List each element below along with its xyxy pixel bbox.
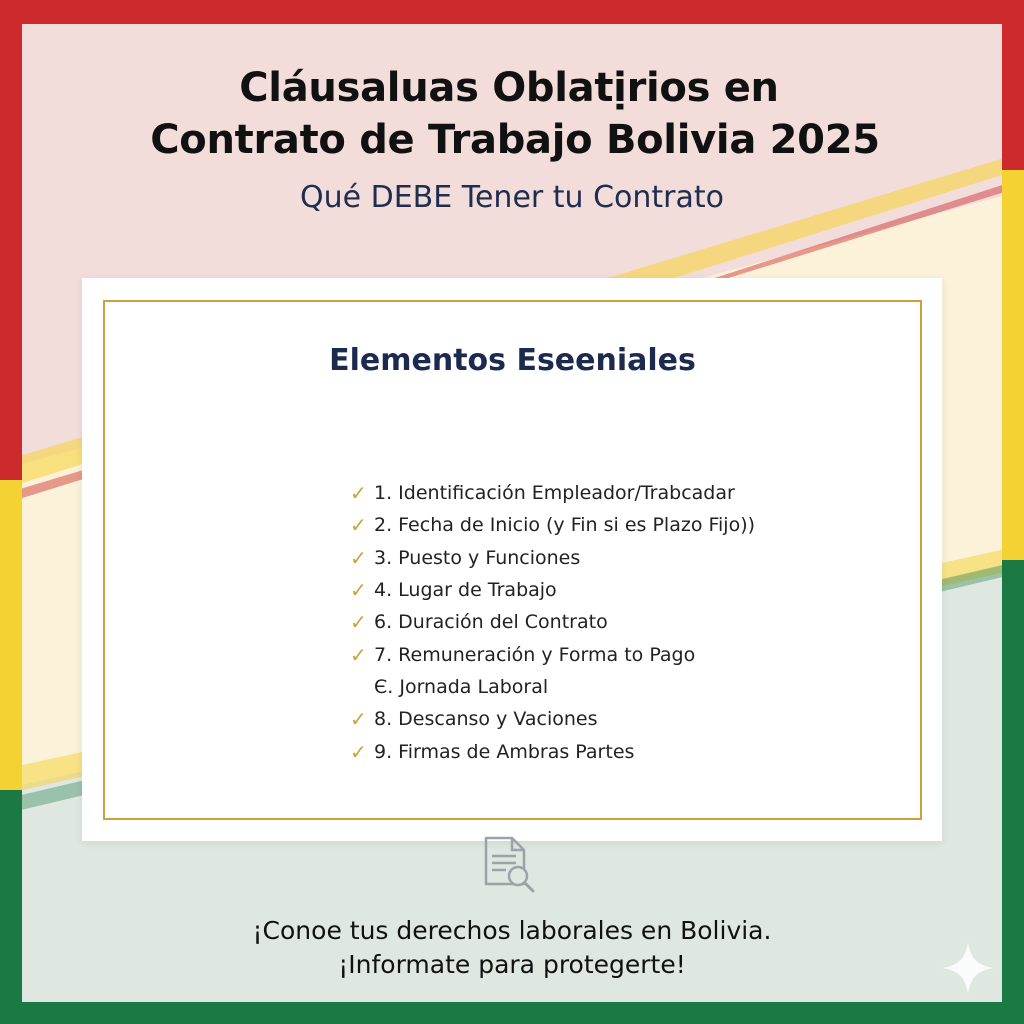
document-search-icon <box>482 836 538 896</box>
list-item <box>350 509 755 541</box>
list-item <box>350 542 755 574</box>
list-item-label: 7. Remuneración y Forma to Pago <box>374 643 696 666</box>
footer-line1: ¡Conoe tus derechos laborales en Bolivia. <box>252 916 772 945</box>
check-icon: ✓ <box>350 578 367 603</box>
list-item <box>350 574 755 606</box>
list-item-label: Є. Jornada Laboral <box>374 675 549 698</box>
list-item <box>350 477 755 509</box>
list-item-label: 3. Puesto y Funciones <box>374 546 581 569</box>
check-icon: ✓ <box>350 739 367 764</box>
list-item-label: 1. Identificación Empleador/Trabcadar <box>374 482 735 505</box>
list-item-label: 9. Firmas de Ambras Partes <box>374 740 635 763</box>
check-icon: ✓ <box>350 545 367 570</box>
list-item <box>350 606 755 638</box>
list-item-label: 8. Descanso y Vaciones <box>374 708 598 731</box>
page-title-line2: Contrato de Trabajo Bolivia 2025 <box>150 117 880 163</box>
check-icon: ✓ <box>350 610 367 635</box>
list-item-label: 4. Lugar de Trabajo <box>374 579 557 602</box>
footer-message <box>40 914 984 982</box>
list-item <box>350 735 755 767</box>
check-icon: ✓ <box>350 481 367 506</box>
card-heading: Elementos Eseeniales <box>329 343 696 378</box>
page-subtitle: Qué DEBE Tener tu Contrato <box>300 180 724 215</box>
footer-line2: ¡Informate para protegerte! <box>338 950 686 979</box>
header <box>40 62 984 218</box>
checklist <box>350 477 755 768</box>
check-icon: ✓ <box>350 707 367 732</box>
check-icon: ✓ <box>350 642 367 667</box>
sparkle-icon <box>940 940 996 996</box>
page-title-line1: Cláusaluas Oblatịrios en <box>239 65 779 111</box>
card-gold-frame <box>103 300 922 820</box>
list-item-label: 2. Fecha de Inicio (y Fin si es Plazo Fijo)) <box>374 514 756 537</box>
list-item <box>350 703 755 735</box>
list-item-label: 6. Duración del Contrato <box>374 611 608 634</box>
check-placeholder <box>350 675 374 699</box>
check-icon: ✓ <box>350 513 367 538</box>
content-card <box>82 278 942 841</box>
list-item <box>350 671 755 703</box>
list-item <box>350 638 755 670</box>
